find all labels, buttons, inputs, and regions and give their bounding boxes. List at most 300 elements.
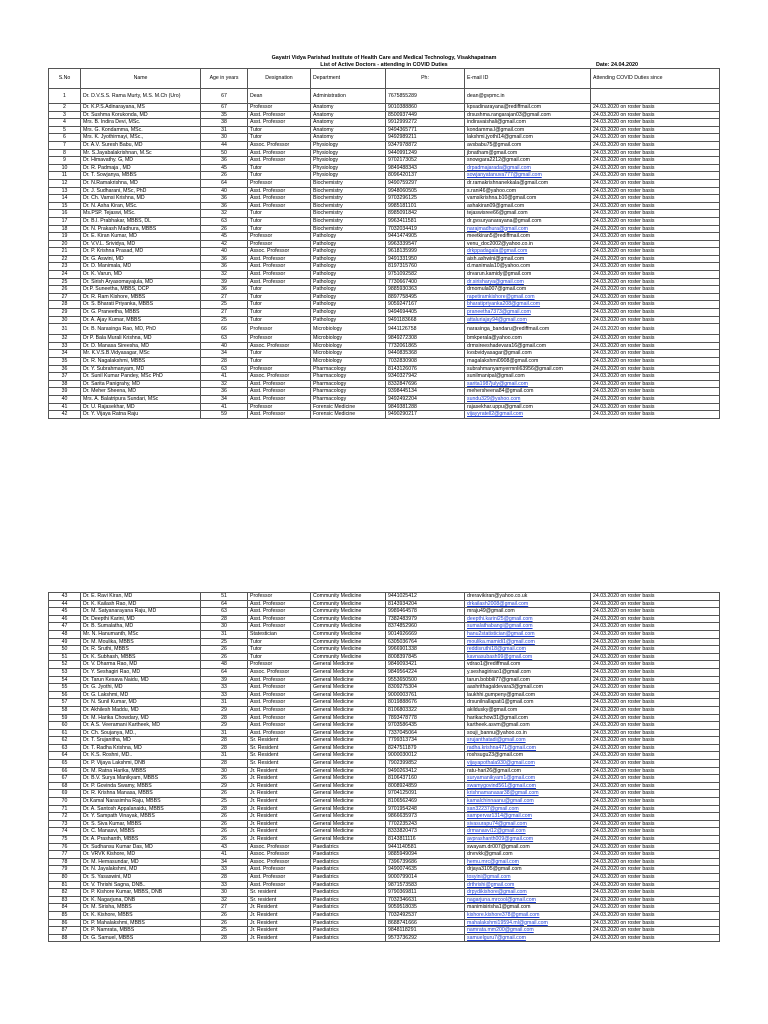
cell-email[interactable]: bharatipriyanka208@gmail.com <box>465 301 591 309</box>
cell-email: souji_bannu@yahoo.co.in <box>465 729 591 737</box>
table-row <box>49 358 720 366</box>
cell-designation: Jr. Resident <box>248 782 311 790</box>
cell-email[interactable]: sampervar1314@gmail.com <box>465 813 591 821</box>
table-row <box>49 911 720 919</box>
table-row <box>49 866 720 874</box>
cell-sno: 36 <box>49 365 81 373</box>
cell-covid-duty-since: 24.03.2020 on roster basis <box>591 271 720 279</box>
cell-age: 40 <box>201 187 248 195</box>
cell-sno: 57 <box>49 699 81 707</box>
table-row <box>49 301 720 309</box>
cell-phone: 8008924859 <box>386 782 465 790</box>
cell-department: Pathology <box>311 316 386 324</box>
cell-email: y.seshagirirao1@gmail.com <box>465 668 591 676</box>
cell-email[interactable]: praneetha7373@gmail.com <box>465 309 591 317</box>
cell-name: Mr. N. Hanumanth, MSc <box>81 630 201 638</box>
table-row <box>49 668 720 676</box>
cell-department: General Medicine <box>311 714 386 722</box>
cell-name: Dr. B.V. Surya Manikyam, MBBS <box>81 775 201 783</box>
cell-department: Pathology <box>311 240 386 248</box>
table-row <box>49 350 720 358</box>
table-row <box>49 790 720 798</box>
cell-covid-duty-since: 24.03.2020 on roster basis <box>591 843 720 851</box>
cell-email[interactable]: kamalchinnaanu@gmail.com <box>465 798 591 806</box>
cell-email[interactable]: hemu.mrc@gmail.com <box>465 858 591 866</box>
cell-email[interactable]: kavnasubash99@gmail.com <box>465 653 591 661</box>
table-row <box>49 782 720 790</box>
cell-department: Pathology <box>311 278 386 286</box>
cell-department: General Medicine <box>311 744 386 752</box>
cell-email: tejaswisree66@gmail.com <box>465 210 591 218</box>
cell-email: meetkiran5@rediffmail.com <box>465 233 591 241</box>
cell-email[interactable]: samuelguru7@gmail.com <box>465 934 591 942</box>
cell-email: rajasekhar.uppu@gmail.com <box>465 403 591 411</box>
cell-age: 67 <box>201 104 248 112</box>
cell-covid-duty-since: 24.03.2020 on roster basis <box>591 278 720 286</box>
cell-covid-duty-since: 24.03.2020 on roster basis <box>591 342 720 350</box>
table-row <box>49 157 720 165</box>
cell-covid-duty-since: 24.03.2020 on roster basis <box>591 691 720 699</box>
cell-email[interactable]: drkppadagala@gmail.com <box>465 248 591 256</box>
cell-age: 51 <box>201 593 248 601</box>
cell-phone: 9985181101 <box>386 202 465 210</box>
table-row <box>49 896 720 904</box>
cell-covid-duty-since: 24.03.2020 on roster basis <box>591 896 720 904</box>
cell-name: Dr. A. Santosh Appalanaidu, MBBS <box>81 805 201 813</box>
table-row <box>49 141 720 149</box>
cell-sno: 29 <box>49 309 81 317</box>
cell-name: Dr. Sushma Korukonda, MD <box>81 111 201 119</box>
cell-name: Dr. G. Jyothi, MD <box>81 684 201 692</box>
table-row <box>49 240 720 248</box>
cell-age: 36 <box>201 195 248 203</box>
cell-sno: 47 <box>49 623 81 631</box>
cell-phone: 9340327942 <box>386 373 465 381</box>
cell-department: Community Medicine <box>311 593 386 601</box>
cell-designation: Asst. Professor <box>248 157 311 165</box>
cell-covid-duty-since: 24.03.2020 on roster basis <box>591 316 720 324</box>
cell-sno: 13 <box>49 187 81 195</box>
cell-email[interactable]: drpadmajarada@gmail.com <box>465 164 591 172</box>
cell-sno: 19 <box>49 233 81 241</box>
cell-email: laukhhi.gumpeny@gmail.com <box>465 691 591 699</box>
cell-department: Microbiology <box>311 335 386 343</box>
cell-covid-duty-since: 24.03.2020 on roster basis <box>591 646 720 654</box>
cell-designation: Tutor <box>248 309 311 317</box>
cell-department: Forensic Medicine <box>311 411 386 419</box>
cell-sno: 68 <box>49 782 81 790</box>
cell-age: 33 <box>201 881 248 889</box>
cell-email[interactable]: sivasurapu74@gmail.com <box>465 820 591 828</box>
cell-name: Dr. S. Yasaswini, MD <box>81 873 201 881</box>
cell-email: dr.ramakrishnanekkala@gmail.com <box>465 179 591 187</box>
cell-email[interactable]: drmanasvi12@gmail.com <box>465 828 591 836</box>
cell-email: kartheek.asvm@gmail.com <box>465 722 591 730</box>
cell-sno: 18 <box>49 225 81 233</box>
cell-age: 26 <box>201 836 248 844</box>
cell-department: Forensic Medicine <box>311 403 386 411</box>
cell-designation: Asst. Professor <box>248 729 311 737</box>
cell-department: Pharmacology <box>311 365 386 373</box>
cell-department: Community Medicine <box>311 615 386 623</box>
cell-email: venu_doc2002@yahoo.co.in <box>465 240 591 248</box>
table-row <box>49 820 720 828</box>
doctors-table-part-1 <box>48 68 720 419</box>
cell-email[interactable]: krishnamanasar38@gmail.com <box>465 790 591 798</box>
cell-name: Dr. Y. Vijaya Ratna Raju <box>81 411 201 419</box>
cell-sno: 2 <box>49 104 81 112</box>
cell-name: Dr. Y. Seshagiri Rao, MD <box>81 668 201 676</box>
cell-email[interactable]: sarita1987july@gmail.com <box>465 380 591 388</box>
cell-phone: 9989464578 <box>386 608 465 616</box>
cell-phone: 9441126758 <box>386 324 465 335</box>
cell-covid-duty-since: 24.03.2020 on roster basis <box>591 335 720 343</box>
cell-department: General Medicine <box>311 775 386 783</box>
cell-phone: 9014926669 <box>386 630 465 638</box>
table-row <box>49 744 720 752</box>
cell-department: General Medicine <box>311 684 386 692</box>
cell-department: Pharmacology <box>311 380 386 388</box>
cell-age: 25 <box>201 927 248 935</box>
cell-sno: 45 <box>49 608 81 616</box>
cell-department: Biochemistry <box>311 195 386 203</box>
cell-name: Dr. R. Sruthi, MBBS <box>81 646 201 654</box>
cell-name: Dr P. Bala Murali Krishna, MD <box>81 335 201 343</box>
cell-name: Dr. D.V.S.S. Rama Murty, M.S. M.Ch (Uro) <box>81 89 201 104</box>
cell-email: lakshmi.jyothi14@gmail.com <box>465 134 591 142</box>
cell-designation: Tutor <box>248 350 311 358</box>
cell-department: General Medicine <box>311 760 386 768</box>
cell-name: Mrs. G. Kondamma, MSc. <box>81 126 201 134</box>
cell-department: Pathology <box>311 233 386 241</box>
cell-phone: 9849093421 <box>386 661 465 669</box>
table-row <box>49 805 720 813</box>
cell-sno: 55 <box>49 684 81 692</box>
cell-department: General Medicine <box>311 737 386 745</box>
cell-phone: 9440991249 <box>386 149 465 157</box>
cell-designation: Jr. Resident <box>248 904 311 912</box>
cell-email[interactable]: drkailash2008@gmail.com <box>465 600 591 608</box>
cell-covid-duty-since: 24.03.2020 on roster basis <box>591 638 720 646</box>
cell-designation: Asst. Professor <box>248 149 311 157</box>
cell-department: Biochemistry <box>311 179 386 187</box>
cell-email: mehersheena84@gmail.com <box>465 388 591 396</box>
cell-phone: 8688741666 <box>386 919 465 927</box>
cell-email[interactable]: drthrishi@gmail.com <box>465 881 591 889</box>
cell-covid-duty-since: 24.03.2020 on roster basis <box>591 828 720 836</box>
cell-email: kpsadinarayana@rediffmail.com <box>465 104 591 112</box>
cell-sno: 74 <box>49 828 81 836</box>
cell-sno: 14 <box>49 195 81 203</box>
cell-name: Dr. R. Nagalakshmi, MBBS <box>81 358 201 366</box>
cell-covid-duty-since: 24.03.2020 on roster basis <box>591 210 720 218</box>
cell-age: 63 <box>201 335 248 343</box>
cell-phone: 9848118291 <box>386 927 465 935</box>
cell-phone: 9441474905 <box>386 233 465 241</box>
cell-phone: 9885930363 <box>386 286 465 294</box>
cell-phone: 9440835368 <box>386 350 465 358</box>
cell-name: Dr. V. Thrishi Sagna, DNB.. <box>81 881 201 889</box>
cell-email[interactable]: sowjanyatanuva777@gmail.com <box>465 172 591 180</box>
cell-email[interactable]: vijayyratell2@gmail.com <box>465 411 591 419</box>
cell-email[interactable]: radha.krishna471@gmail.com <box>465 744 591 752</box>
cell-email[interactable]: namrata.mm200@gmail.com <box>465 927 591 935</box>
cell-sno: 10 <box>49 164 81 172</box>
cell-department: General Medicine <box>311 767 386 775</box>
cell-designation: Assoc. Professor <box>248 668 311 676</box>
cell-phone: 8247511879 <box>386 744 465 752</box>
cell-sno: 28 <box>49 301 81 309</box>
cell-age: 64 <box>201 668 248 676</box>
cell-covid-duty-since: 24.03.2020 on roster basis <box>591 126 720 134</box>
cell-email[interactable]: narajmadhura@gmail.com <box>465 225 591 233</box>
table-row <box>49 767 720 775</box>
cell-name: Dr. K.S. Roshni, MD.. <box>81 752 201 760</box>
cell-email[interactable]: sumalathabangi@gmail.com <box>465 623 591 631</box>
table-row <box>49 119 720 127</box>
cell-phone: 8019888676 <box>386 699 465 707</box>
cell-email: kondamma.l@gmail.com <box>465 126 591 134</box>
cell-email: drnomula007@gmail.com <box>465 286 591 294</box>
cell-sno: 12 <box>49 179 81 187</box>
cell-department: Paediatrics <box>311 904 386 912</box>
cell-designation: Asst. Professor <box>248 691 311 699</box>
cell-email: s.rani46@yahoo.com <box>465 187 591 195</box>
cell-department: Pathology <box>311 248 386 256</box>
cell-age: 30 <box>201 134 248 142</box>
cell-sno: 83 <box>49 896 81 904</box>
table-row <box>49 593 720 601</box>
cell-sno: 56 <box>49 691 81 699</box>
cell-covid-duty-since: 24.03.2020 on roster basis <box>591 782 720 790</box>
cell-email[interactable]: attaluriajay94@gmail.com <box>465 316 591 324</box>
cell-department: Paediatrics <box>311 851 386 859</box>
cell-name: Dr. D. Manasa Sireesha, MD <box>81 342 201 350</box>
cell-email[interactable]: suryamanikyam1@gmail.com <box>465 775 591 783</box>
cell-phone: 8143811116 <box>386 836 465 844</box>
cell-designation: Asst. Professor <box>248 411 311 419</box>
cell-covid-duty-since: 24.03.2020 on roster basis <box>591 790 720 798</box>
cell-phone: 7675855289 <box>386 89 465 104</box>
cell-phone: 7032492537 <box>386 911 465 919</box>
cell-name: Dr. M. Ratna Harika, MBBS <box>81 767 201 775</box>
table-row <box>49 210 720 218</box>
cell-phone: 8500937449 <box>386 111 465 119</box>
cell-age: 25 <box>201 301 248 309</box>
cell-covid-duty-since: 24.03.2020 on roster basis <box>591 411 720 419</box>
cell-designation: Professor <box>248 179 311 187</box>
cell-department: General Medicine <box>311 836 386 844</box>
cell-department: Biochemistry <box>311 210 386 218</box>
cell-designation: Asst. Professor <box>248 263 311 271</box>
cell-phone: 7730667400 <box>386 278 465 286</box>
cell-department: General Medicine <box>311 706 386 714</box>
cell-covid-duty-since: 24.03.2020 on roster basis <box>591 309 720 317</box>
cell-email[interactable]: deepthi.karini25@gmail.com <box>465 615 591 623</box>
cell-department: Anatomy <box>311 126 386 134</box>
cell-phone: 7799313734 <box>386 737 465 745</box>
cell-email[interactable]: sundu329@yahoo.com <box>465 395 591 403</box>
cell-sno: 4 <box>49 119 81 127</box>
cell-email[interactable]: rapetiramkishore@gmail.com <box>465 293 591 301</box>
cell-phone: 8143934204 <box>386 600 465 608</box>
cell-designation: Dean <box>248 89 311 104</box>
cell-phone: 9441140581 <box>386 843 465 851</box>
table-row <box>49 309 720 317</box>
cell-age: 28 <box>201 805 248 813</box>
cell-email[interactable]: srujanthatadi@gmail.com <box>465 737 591 745</box>
cell-designation: Assoc. Professor <box>248 342 311 350</box>
cell-phone: 8106803322 <box>386 706 465 714</box>
cell-name: Dr. E. Kiran Kumar, MD <box>81 233 201 241</box>
header-department: Department <box>311 69 386 89</box>
cell-email[interactable]: vijayapothala930@gmail.com <box>465 760 591 768</box>
cell-email: dean@gvpmc.in <box>465 89 591 104</box>
cell-designation: Sr. resident <box>248 889 311 897</box>
table-row <box>49 342 720 350</box>
cell-email: tarun.bobbili77@gmail.com <box>465 676 591 684</box>
cell-age: 28 <box>201 934 248 942</box>
cell-sno: 82 <box>49 889 81 897</box>
table-row <box>49 873 720 881</box>
cell-email[interactable]: reddisruthi18@gmail.com <box>465 646 591 654</box>
cell-email: drvarun.kamidy@gmail.com <box>465 271 591 279</box>
cell-department: Community Medicine <box>311 638 386 646</box>
cell-name: Dr. A. Ajay Kumar, MBBS <box>81 316 201 324</box>
cell-phone: 9849564224 <box>386 668 465 676</box>
cell-email[interactable]: moulika.mamidi1@gmail.com <box>465 638 591 646</box>
cell-department: Microbiology <box>311 342 386 350</box>
cell-designation: Asst. Professor <box>248 615 311 623</box>
cell-covid-duty-since: 24.03.2020 on roster basis <box>591 934 720 942</box>
cell-department: Paediatrics <box>311 866 386 874</box>
cell-phone: 8008397845 <box>386 653 465 661</box>
cell-designation: Sr. Resident <box>248 744 311 752</box>
table-row <box>49 646 720 654</box>
cell-covid-duty-since: 24.03.2020 on roster basis <box>591 813 720 821</box>
cell-name: Dr. N. Asha Kiran, MSc. <box>81 202 201 210</box>
cell-name: Dr. P. Krishna Prasad, MD <box>81 248 201 256</box>
cell-department: Anatomy <box>311 134 386 142</box>
cell-covid-duty-since: 24.03.2020 on roster basis <box>591 927 720 935</box>
cell-phone: 7032346631 <box>386 896 465 904</box>
cell-sno: 7 <box>49 141 81 149</box>
cell-email[interactable]: hanu2statistician@gmail.com <box>465 630 591 638</box>
cell-email: d.manimala10@yahoo.com <box>465 263 591 271</box>
cell-name: Dr. VRVK Kishore, MD <box>81 851 201 859</box>
cell-covid-duty-since: 24.03.2020 on roster basis <box>591 714 720 722</box>
cell-email: vamsikrishna.b10@gmail.com <box>465 195 591 203</box>
cell-email: aish.ashwini@gmail.com <box>465 255 591 263</box>
cell-email[interactable]: san32237@gmail.com <box>465 805 591 813</box>
cell-phone: 9000003761 <box>386 691 465 699</box>
cell-designation: Tutor <box>248 225 311 233</box>
cell-sno: 73 <box>49 820 81 828</box>
cell-age: 32 <box>201 896 248 904</box>
cell-email[interactable]: kishore.kishore378@gmail.com <box>465 911 591 919</box>
cell-covid-duty-since: 24.03.2020 on roster basis <box>591 164 720 172</box>
cell-phone: 7032830908 <box>386 358 465 366</box>
cell-age: 31 <box>201 699 248 707</box>
cell-email[interactable]: swamygovind561@gmail.com <box>465 782 591 790</box>
cell-designation: Tutor <box>248 217 311 225</box>
cell-phone: 9059247167 <box>386 301 465 309</box>
cell-designation: Professor <box>248 661 311 669</box>
cell-phone: 9398445134 <box>386 388 465 396</box>
table-row <box>49 365 720 373</box>
cell-department: Paediatrics <box>311 873 386 881</box>
cell-phone: 9347978872 <box>386 141 465 149</box>
cell-designation: Asst. Professor <box>248 278 311 286</box>
cell-email[interactable]: tosyini@gmail.com <box>465 873 591 881</box>
table-row <box>49 775 720 783</box>
header-name: Name <box>81 69 201 89</box>
cell-age: 28 <box>201 744 248 752</box>
cell-email[interactable]: dr.sirisharya@gmail.com <box>465 278 591 286</box>
cell-designation: Tutor <box>248 358 311 366</box>
cell-age: 45 <box>201 233 248 241</box>
cell-name: Dr. G. Aswini, MD <box>81 255 201 263</box>
cell-department: Pathology <box>311 255 386 263</box>
cell-covid-duty-since: 24.03.2020 on roster basis <box>591 668 720 676</box>
cell-phone: 9010388860 <box>386 104 465 112</box>
cell-covid-duty-since: 24.03.2020 on roster basis <box>591 615 720 623</box>
table-row <box>49 851 720 859</box>
cell-department: General Medicine <box>311 699 386 707</box>
cell-covid-duty-since: 24.03.2020 on roster basis <box>591 798 720 806</box>
list-title: List of Active Doctors - attending in COVID Duties <box>320 62 448 68</box>
cell-designation: Assoc. Professor <box>248 141 311 149</box>
cell-covid-duty-since: 24.03.2020 on roster basis <box>591 141 720 149</box>
cell-designation: Asst. Professor <box>248 608 311 616</box>
cell-name: Dr.Kamal Narasimha Raju, MBBS <box>81 798 201 806</box>
cell-name: Dr.P. Suneetha, MBBS, DCP <box>81 286 201 294</box>
table-row <box>49 403 720 411</box>
cell-name: Dr. N. Jayalakshmi, MD <box>81 866 201 874</box>
cell-phone: 9490263412 <box>386 767 465 775</box>
cell-email[interactable]: nagarjuna.mrcool@gmail.com <box>465 896 591 904</box>
cell-age: 34 <box>201 350 248 358</box>
cell-covid-duty-since: 24.03.2020 on roster basis <box>591 767 720 775</box>
cell-name: Dr. A.S. Veeramani Kartheek, MD <box>81 722 201 730</box>
table-row <box>49 324 720 335</box>
cell-phone: 7032034419 <box>386 225 465 233</box>
cell-designation: Tutor <box>248 172 311 180</box>
cell-email[interactable]: avprashanth009@gmail.com <box>465 836 591 844</box>
cell-age: 28 <box>201 873 248 881</box>
cell-age: 25 <box>201 638 248 646</box>
table-row <box>49 691 720 699</box>
cell-covid-duty-since: 24.03.2020 on roster basis <box>591 324 720 335</box>
institute-title: Gayatri Vidya Parishad Institute of Health Care and Medical Technology, Visakhapatnam <box>271 55 497 61</box>
cell-phone: 9849272308 <box>386 335 465 343</box>
header-age: Age in years <box>201 69 248 89</box>
cell-covid-duty-since: 24.03.2020 on roster basis <box>591 706 720 714</box>
cell-age: 27 <box>201 293 248 301</box>
cell-phone: 8897758495 <box>386 293 465 301</box>
cell-age: 28 <box>201 760 248 768</box>
cell-sno: 72 <box>49 813 81 821</box>
cell-sno: 31 <box>49 324 81 335</box>
cell-designation: Jr. Resident <box>248 767 311 775</box>
cell-designation: Asst. Professor <box>248 388 311 396</box>
cell-phone: 7702235243 <box>386 820 465 828</box>
cell-email[interactable]: mahalakshmi19594.ml@gmail.com <box>465 919 591 927</box>
cell-email[interactable]: drpydikishore@gmail.com <box>465 889 591 897</box>
cell-name: Mrs. A. Balatripura Sundari, MSc <box>81 395 201 403</box>
cell-phone: 9492492204 <box>386 395 465 403</box>
cell-email: drsunilnallapati1@gmail.com <box>465 699 591 707</box>
